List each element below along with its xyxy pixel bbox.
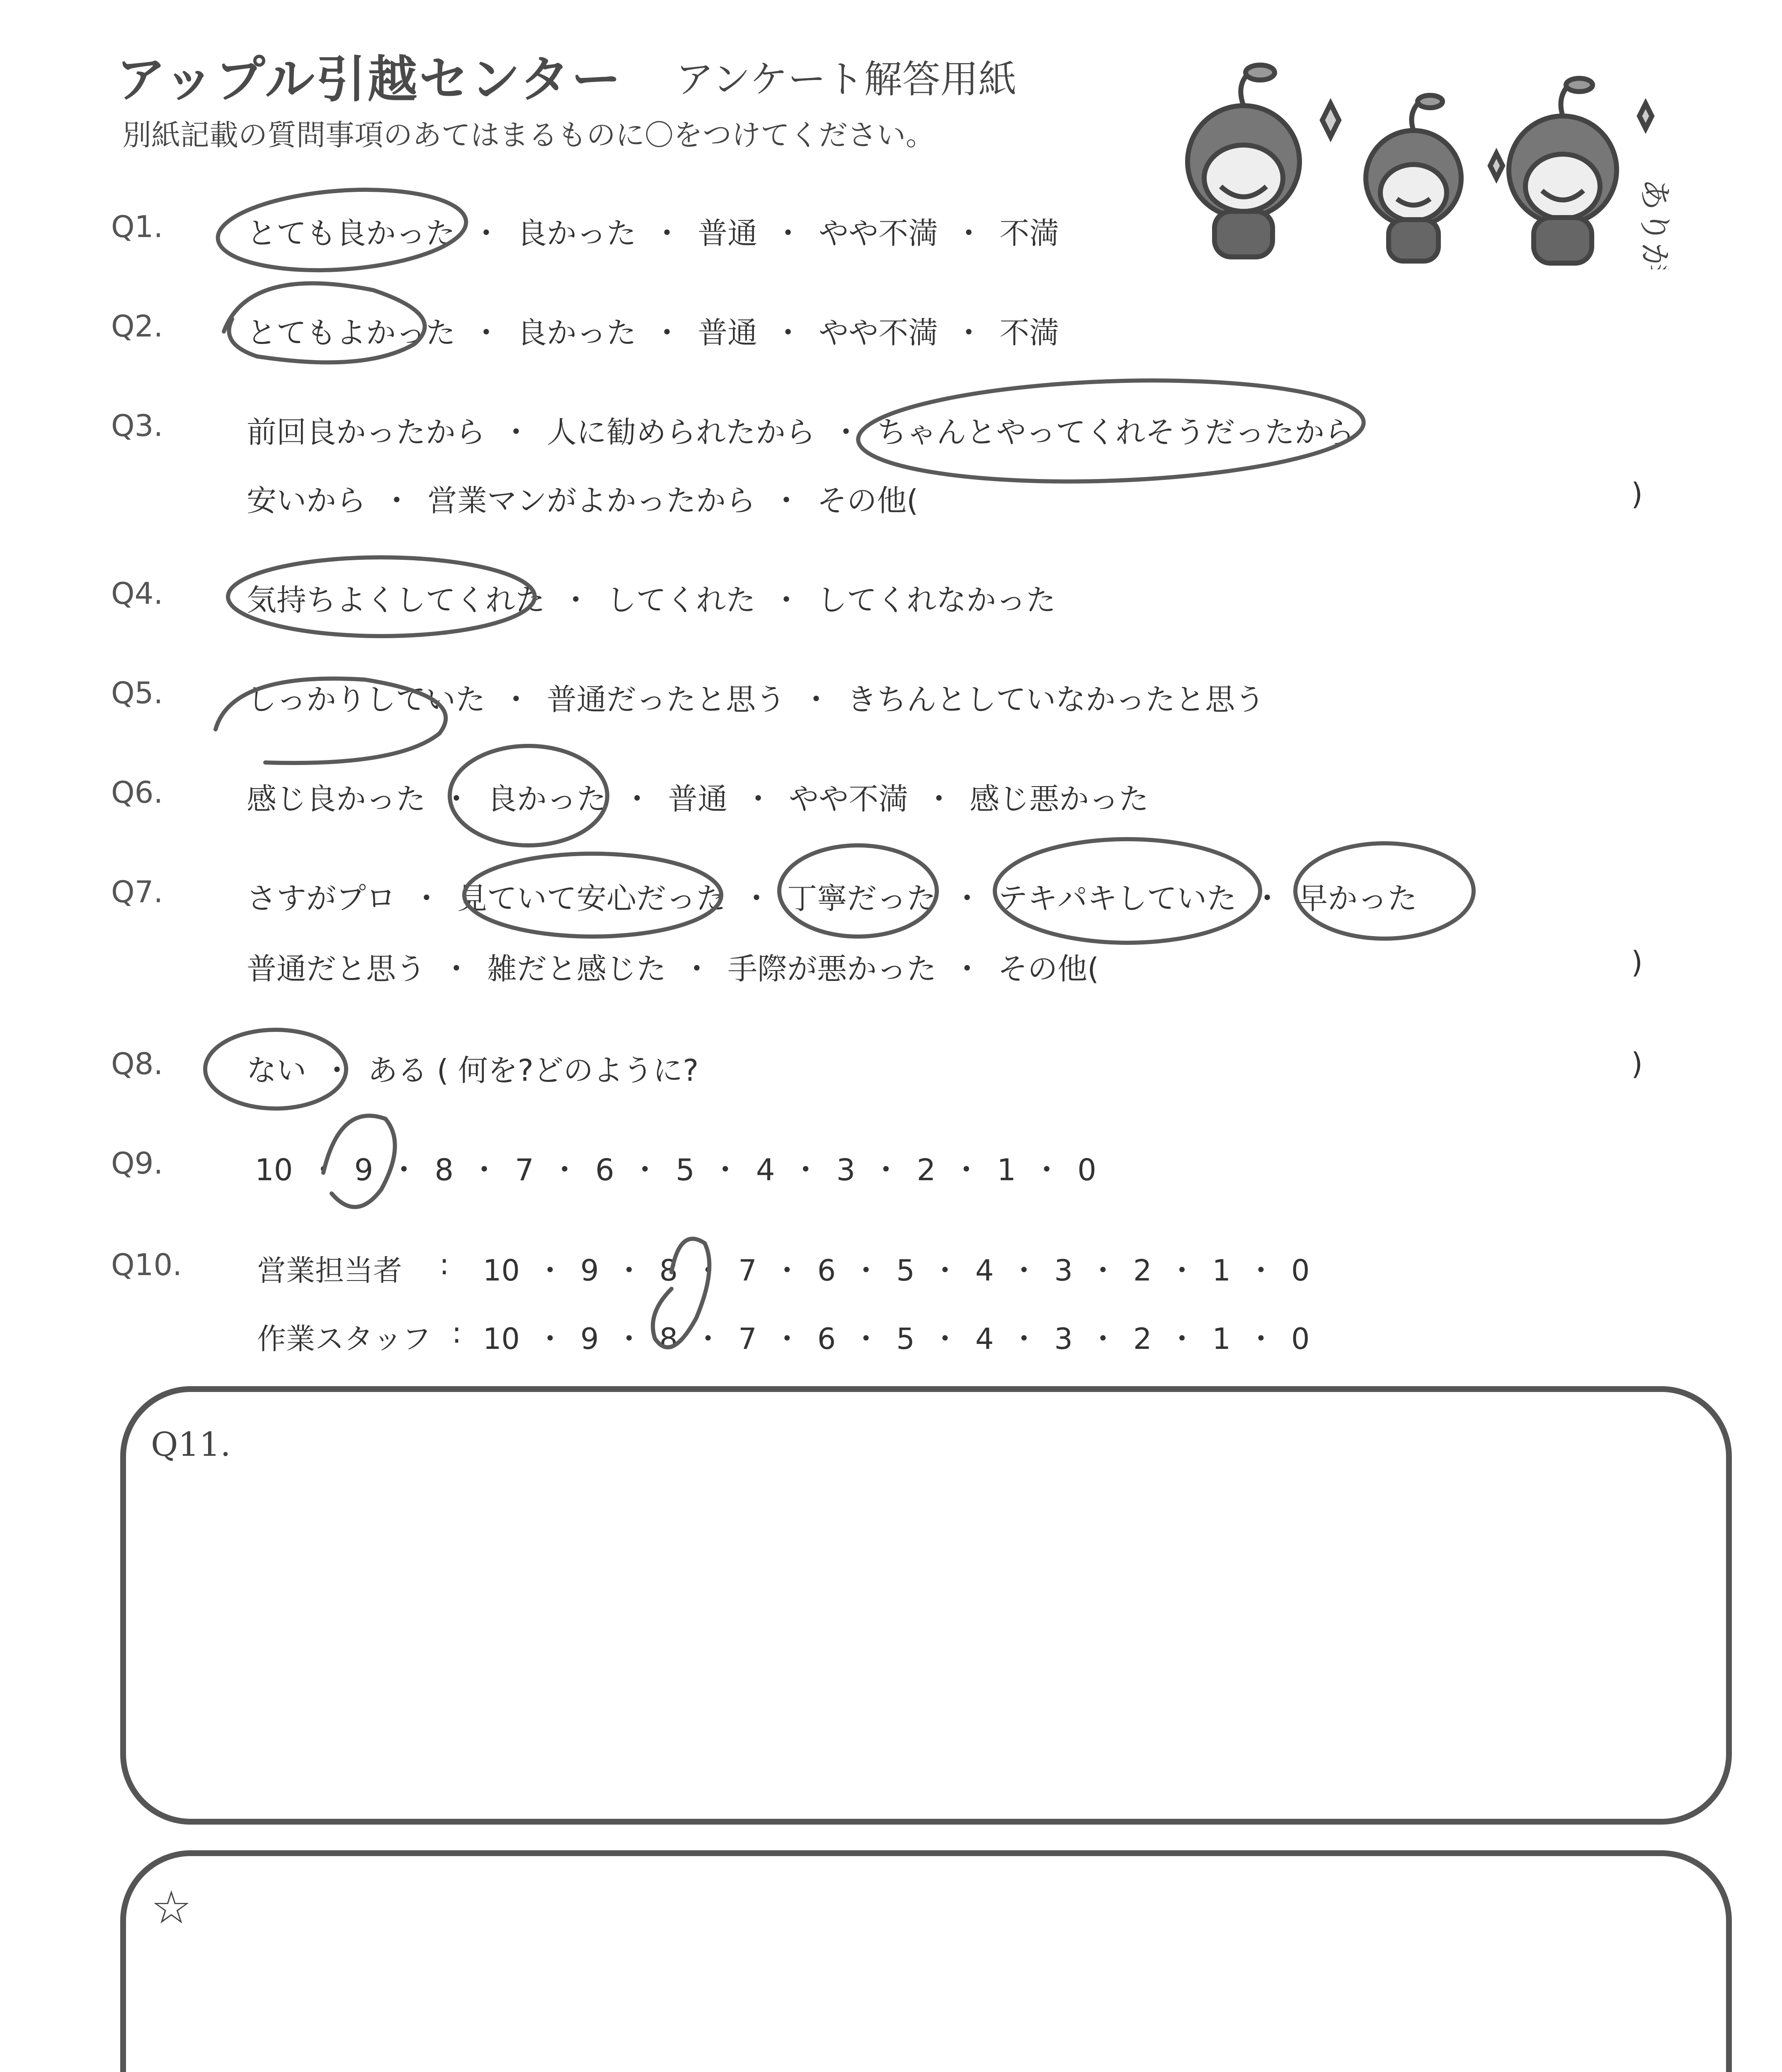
- q11-label: Q11.: [151, 1425, 231, 1464]
- q6-options: 感じ良かった ・ 良かった ・ 普通 ・ やや不満 ・ 感じ悪かった: [247, 782, 1149, 816]
- question-row-q1: Q1. とても良かった ・ 良かった ・ 普通 ・ やや不満 ・ 不満: [0, 209, 1782, 259]
- q7-option[interactable]: 雑だと感じた: [487, 951, 667, 986]
- q7-options-line1: さすがプロ ・ 見ていて安心だった ・ 丁寧だった ・ テキパキしていた ・ 早かった: [247, 881, 1418, 916]
- q4-option[interactable]: してくれた: [606, 583, 756, 617]
- q8-option[interactable]: ない: [247, 1053, 307, 1088]
- q9-score[interactable]: 8: [434, 1152, 454, 1187]
- q10-staff-score[interactable]: 8: [659, 1322, 678, 1356]
- q3-close-paren: ): [1631, 477, 1643, 511]
- q3-options-line2: 安いから ・ 営業マンがよかったから ・ その他(: [247, 483, 919, 518]
- q1-option[interactable]: 良かった: [517, 216, 637, 251]
- q9-score[interactable]: 9: [354, 1152, 373, 1187]
- q2-option[interactable]: とてもよかった: [247, 315, 456, 350]
- q6-option[interactable]: やや不満: [789, 782, 909, 816]
- question-row-q10: Q10. 営業担当者 : 10 ・ 9 ・ 8 ・ 7 ・ 6 ・ 5 ・ 4 ・ 3 ・ 2 ・ 1 ・ 0: [0, 1247, 1782, 1297]
- q10-sales-score[interactable]: 10: [483, 1254, 520, 1288]
- q10-staff-score[interactable]: 4: [975, 1322, 994, 1356]
- q9-score[interactable]: 10: [255, 1152, 293, 1187]
- q10-staff-score[interactable]: 1: [1212, 1322, 1231, 1356]
- q10-staff-score[interactable]: 2: [1133, 1322, 1152, 1356]
- question-row-q4: Q4. 気持ちよくしてくれた ・ してくれた ・ してくれなかった: [0, 576, 1782, 626]
- q5-option[interactable]: しっかりしていた: [247, 682, 486, 717]
- q2-option[interactable]: 良かった: [517, 315, 637, 350]
- q4-option[interactable]: してくれなかった: [817, 583, 1056, 617]
- question-row-q3: Q3. 前回良かったから ・ 人に勧められたから ・ ちゃんとやってくれそうだったから: [0, 408, 1782, 458]
- q3-option[interactable]: 営業マンがよかったから: [427, 483, 756, 518]
- q1-option[interactable]: やや不満: [819, 216, 938, 251]
- q7-option[interactable]: 手際が悪かった: [727, 951, 937, 986]
- q10-sales-score[interactable]: 9: [580, 1254, 599, 1288]
- question-row-q6: Q6. 感じ良かった ・ 良かった ・ 普通 ・ やや不満 ・ 感じ悪かった: [0, 775, 1782, 825]
- q10-staff-score[interactable]: 10: [483, 1322, 520, 1356]
- q2-option[interactable]: 普通: [698, 315, 758, 350]
- q9-score[interactable]: 6: [595, 1152, 614, 1187]
- q7-option[interactable]: さすがプロ: [247, 881, 396, 916]
- q3-options-line1: 前回良かったから ・ 人に勧められたから ・ ちゃんとやってくれそうだったから: [247, 415, 1355, 450]
- q8-option[interactable]: ある ( 何を?どのように?: [368, 1053, 699, 1088]
- q9-score[interactable]: 7: [515, 1152, 534, 1187]
- q10-sales-score[interactable]: 7: [738, 1254, 757, 1288]
- q5-option[interactable]: きちんとしていなかったと思う: [847, 682, 1265, 717]
- q10-sales-score[interactable]: 4: [975, 1254, 994, 1288]
- q9-scale: 10 ・ 9 ・ 8 ・ 7 ・ 6 ・ 5 ・ 4 ・ 3 ・ 2 ・ 1 ・ 0: [255, 1152, 1096, 1187]
- q6-option[interactable]: 普通: [668, 782, 728, 816]
- q4-option[interactable]: 気持ちよくしてくれた: [247, 583, 546, 617]
- q7-option[interactable]: テキパキしていた: [998, 881, 1237, 916]
- q10-staff-score[interactable]: 9: [580, 1322, 599, 1356]
- q10-sales-score[interactable]: 8: [659, 1254, 678, 1288]
- q2-option[interactable]: やや不満: [819, 315, 938, 350]
- q7-option[interactable]: 早かった: [1298, 881, 1418, 916]
- q10-sales-score[interactable]: 5: [896, 1254, 915, 1288]
- instruction-text: 別紙記載の質問事項のあてはまるものに〇をつけてください。: [122, 118, 935, 152]
- q6-option[interactable]: 感じ悪かった: [970, 782, 1149, 816]
- q9-score[interactable]: 3: [836, 1152, 856, 1187]
- q3-option[interactable]: ちゃんとやってくれそうだったから: [877, 415, 1355, 450]
- q1-options: とても良かった ・ 良かった ・ 普通 ・ やや不満 ・ 不満: [247, 216, 1060, 251]
- q10-sales-score[interactable]: 2: [1133, 1254, 1152, 1288]
- q1-option[interactable]: 不満: [999, 216, 1060, 251]
- question-row-q5: Q5. しっかりしていた ・ 普通だったと思う ・ きちんとしていなかったと思う: [0, 675, 1782, 725]
- q5-option[interactable]: 普通だったと思う: [547, 682, 786, 717]
- question-row-q9: Q9. 10 ・ 9 ・ 8 ・ 7 ・ 6 ・ 5 ・ 4 ・ 3 ・ 2 ・ 1 ・ 0: [0, 1146, 1782, 1196]
- q10-sales-score[interactable]: 0: [1291, 1254, 1310, 1288]
- q3-option-other[interactable]: その他(: [817, 483, 919, 518]
- q7-option[interactable]: 普通だと思う: [247, 951, 426, 986]
- q2-option[interactable]: 不満: [999, 315, 1060, 350]
- q10-staff-score[interactable]: 5: [896, 1322, 915, 1356]
- q6-option[interactable]: 感じ良かった: [247, 782, 426, 816]
- q10-sales-label: 営業担当者: [257, 1254, 402, 1288]
- q8-options: ない ・ ある ( 何を?どのように?: [247, 1053, 699, 1088]
- question-row-q10-staff: 作業スタッフ : 10 ・ 9 ・ 8 ・ 7 ・ 6 ・ 5 ・ 4 ・ 3 ・ 2 ・ 1 ・ 0: [0, 1316, 1782, 1365]
- q10-sales-scale: 10 ・ 9 ・ 8 ・ 7 ・ 6 ・ 5 ・ 4 ・ 3 ・ 2 ・ 1 ・ 0: [483, 1254, 1310, 1288]
- q10-staff-score[interactable]: 3: [1054, 1322, 1073, 1356]
- q10-sales-score[interactable]: 3: [1054, 1254, 1073, 1288]
- q10-sales-score[interactable]: 6: [817, 1254, 836, 1288]
- q9-score[interactable]: 0: [1077, 1152, 1096, 1187]
- q4-options: 気持ちよくしてくれた ・ してくれた ・ してくれなかった: [247, 583, 1056, 617]
- mascot-caption: ありがとう: [1636, 178, 1673, 269]
- q9-score[interactable]: 5: [675, 1152, 695, 1187]
- question-row-q2: Q2. とてもよかった ・ 良かった ・ 普通 ・ やや不満 ・ 不満: [0, 309, 1782, 358]
- q3-option[interactable]: 前回良かったから: [247, 415, 486, 450]
- q10-staff-score[interactable]: 7: [738, 1322, 757, 1356]
- question-row-q8: Q8. ない ・ ある ( 何を?どのように? ): [0, 1046, 1782, 1096]
- q10-staff-scale: 10 ・ 9 ・ 8 ・ 7 ・ 6 ・ 5 ・ 4 ・ 3 ・ 2 ・ 1 ・ 0: [483, 1322, 1310, 1356]
- q8-close-paren: ): [1631, 1046, 1643, 1081]
- q7-close-paren: ): [1631, 945, 1643, 980]
- q10-staff-score[interactable]: 0: [1291, 1322, 1310, 1356]
- q3-option[interactable]: 人に勧められたから: [547, 415, 816, 450]
- brand-title: アップル引越センター: [116, 51, 623, 109]
- star-comment-box[interactable]: [120, 1850, 1732, 2072]
- q6-option[interactable]: 良かった: [487, 782, 607, 816]
- question-row-q7-line2: [0, 945, 1782, 995]
- q11-comment-box[interactable]: [120, 1386, 1732, 1825]
- form-subtitle: アンケート解答用紙: [676, 57, 1017, 102]
- q7-option[interactable]: 見ていて安心だった: [457, 881, 726, 916]
- q2-options: とてもよかった ・ 良かった ・ 普通 ・ やや不満 ・ 不満: [247, 315, 1060, 350]
- q7-option-other[interactable]: その他(: [998, 951, 1099, 986]
- q3-option[interactable]: 安いから: [247, 483, 366, 518]
- q7-options-line2: 普通だと思う ・ 雑だと感じた ・ 手際が悪かった ・ その他(: [247, 951, 1099, 986]
- q7-option[interactable]: 丁寧だった: [787, 881, 937, 916]
- q1-option[interactable]: 普通: [698, 216, 758, 251]
- q10-staff-label: 作業スタッフ: [257, 1322, 431, 1356]
- q5-options: しっかりしていた ・ 普通だったと思う ・ きちんとしていなかったと思う: [247, 682, 1265, 717]
- q1-option[interactable]: とても良かった: [247, 216, 456, 251]
- question-row-q3-line2: [0, 477, 1782, 526]
- q10-staff-score[interactable]: 6: [817, 1322, 836, 1356]
- q9-score[interactable]: 1: [997, 1152, 1016, 1187]
- question-row-q7: Q7. さすがプロ ・ 見ていて安心だった ・ 丁寧だった ・ テキパキしていた ・ 早かった: [0, 874, 1782, 924]
- star-icon: ☆: [151, 1881, 192, 1934]
- q9-score[interactable]: 2: [916, 1152, 936, 1187]
- q10-sales-score[interactable]: 1: [1212, 1254, 1231, 1288]
- q9-score[interactable]: 4: [756, 1152, 775, 1187]
